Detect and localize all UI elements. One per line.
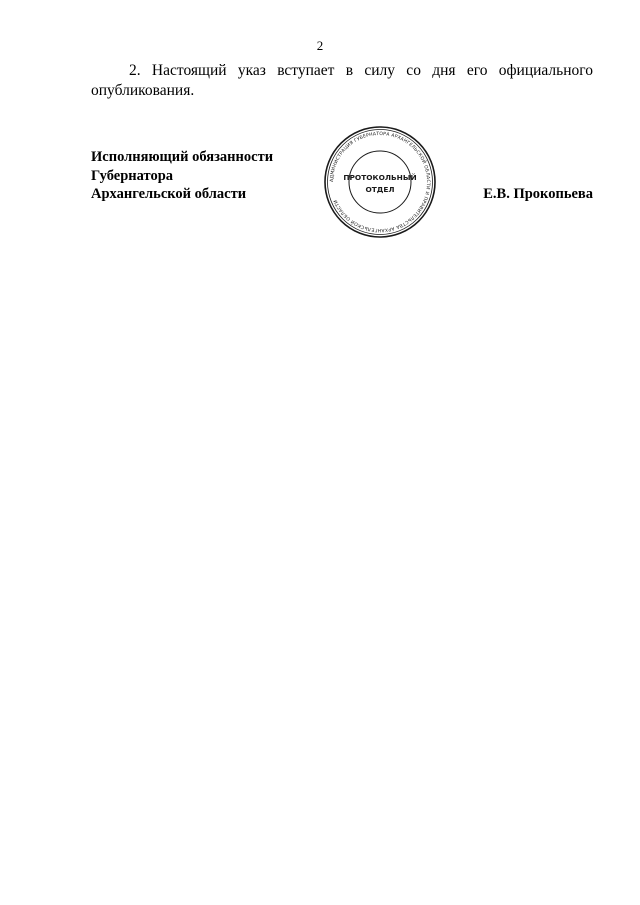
signer-position	[91, 148, 273, 204]
stamp-center-line-1: ПРОТОКОЛЬНЫЙ	[343, 173, 417, 182]
signer-position-line-1: Исполняющий обязанности	[91, 149, 274, 165]
signer-position-line-3: Архангельской области	[91, 186, 247, 202]
decree-paragraph: 2. Настоящий указ вступает в силу со дня его официального опубликования.	[91, 62, 593, 99]
page-number: 2	[316, 38, 324, 53]
stamp-outer-ring-inner	[328, 130, 433, 235]
signer-position-line-2: Губернатора	[91, 167, 174, 184]
stamp-inner-ring	[349, 151, 411, 213]
stamp-outer-ring	[325, 127, 435, 237]
official-stamp	[319, 124, 441, 240]
signature-block	[91, 131, 593, 258]
stamp-center-line-2: ОТДЕЛ	[365, 185, 395, 194]
signer-name: Е.В. Прокопьева	[483, 186, 593, 202]
stamp-ring-text: АДМИНИСТРАЦИЯ ГУБЕРНАТОРА АРХАНГЕЛЬСКОЙ ОБЛАСТИ И ПРАВИТЕЛЬСТВА АРХАНГЕЛЬСКОЙ ОБЛАСТИ	[329, 131, 431, 233]
